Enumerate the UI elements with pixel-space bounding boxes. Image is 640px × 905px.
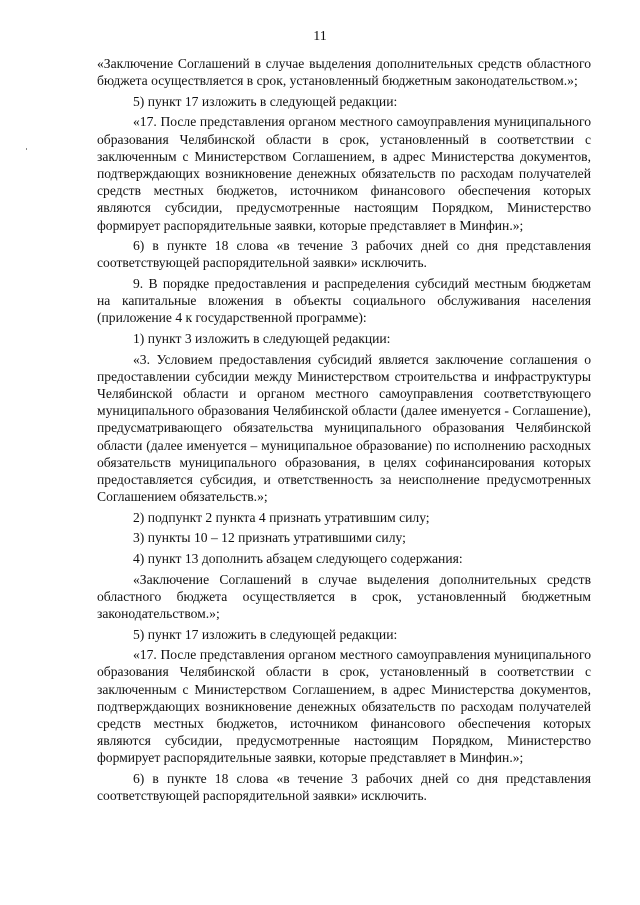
paragraph-11: «Заключение Соглашений в случае выделения дополнительных средств областного бюджета осуществляется в срок, установленный бюджетным законодательством.»; [97,571,591,621]
paragraph-12: 5) пункт 17 изложить в следующей редакции: [133,626,398,642]
paragraph-10: 4) пункт 13 дополнить абзацем следующего содержания: [133,551,463,566]
document-body [97,55,591,808]
paragraph-2: 5) пункт 17 изложить в следующей редакции: [133,93,398,109]
paragraph-8: 2) подпункт 2 пункта 4 признать утратившим силу; [133,509,430,525]
paragraph-3: «17. После представления органом местного самоуправления муниципального образования Челябинской области в срок, установленный в соответствии с заключенным с Министерством Соглашением, в адрес Министерства документов, подтверждающих возникновение денежных обязательств по расходам получателей средств местных бюджетов, источником финансового обеспечения которых являются субсидии, предусмотренные настоящим Порядком, Министерство формирует распорядительные заявки, которые представляет в Минфин.»; [97,114,591,233]
paragraph-7: «3. Условием предоставления субсидий является заключение соглашения о предоставлении субсидии между Министерством строительства и инфраструктуры Челябинской области и органом местного самоуправления соответствующего муниципального образования Челябинской области (далее именуется - Соглашение), предусматривающего обязательства муниципального образования Челябинской области (далее именуется – муниципальное образование) по исполнению расходных обязательств муниципального образования, в целях софинансирования которых предоставляется субсидия, и ответственность за неисполнение предусмотренных Соглашением обязательств.»; [97,351,591,505]
page-number: 11 [313,29,327,44]
paragraph-6: 1) пункт 3 изложить в следующей редакции: [133,331,391,346]
paragraph-1: «Заключение Соглашений в случае выделения дополнительных средств областного бюджета осуществляется в срок, установленный бюджетным законодательством.»; [97,56,591,89]
paragraph-9: 3) пункты 10 – 12 признать утратившими силу; [133,530,406,546]
paragraph-5: 9. В порядке предоставления и распределения субсидий местным бюджетам на капитальные вложения в объекты социального обслуживания населения (приложение 4 к государственной программе): [97,276,591,326]
paragraph-4: 6) в пункте 18 слова «в течение 3 рабочих дней со дня представления соответствующей распорядительной заявки» исключить. [97,238,591,271]
scan-speck [26,148,27,150]
paragraph-13: «17. После представления органом местного самоуправления муниципального образования Челябинской области в срок, установленный в соответствии с заключенным с Министерством Соглашением, в адрес Министерства документов, подтверждающих возникновение денежных обязательств по расходам получателей средств местных бюджетов, источником финансового обеспечения которых являются субсидии, предусмотренные настоящим Порядком, Министерство формирует распорядительные заявки, которые представляет в Минфин.»; [97,647,591,766]
paragraph-14: 6) в пункте 18 слова «в течение 3 рабочих дней со дня представления соответствующей распорядительной заявки» исключить. [97,771,591,804]
